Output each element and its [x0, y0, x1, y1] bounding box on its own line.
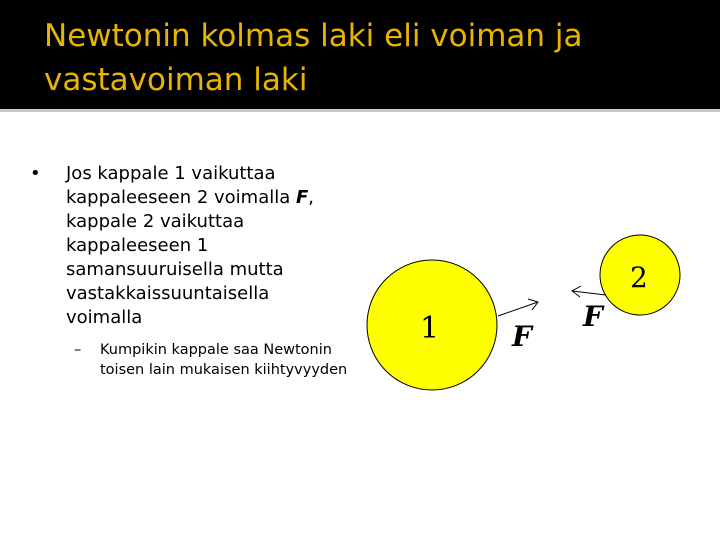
bullet-marker: • [30, 163, 41, 184]
body-2-label: 2 [630, 261, 648, 294]
force-diagram [360, 230, 700, 410]
force-2-label: F [583, 300, 603, 333]
force-arrow-1 [498, 299, 538, 316]
slide-title: Newtonin kolmas laki eli voiman ja vastavoiman laki [44, 18, 583, 98]
sub-bullet-item [30, 340, 350, 380]
sub-bullet-marker: – [74, 342, 82, 358]
body-1-label: 1 [420, 311, 440, 346]
force-1-label: F [512, 320, 532, 353]
bullet-item [30, 162, 350, 330]
title-bar [0, 0, 720, 112]
force-arrow-2 [572, 286, 606, 297]
slide-content [30, 162, 350, 380]
bullet-text-before: Jos kappale 1 vaikuttaa kappaleeseen 2 voimalla [66, 163, 296, 208]
bullet-text-after: , kappale 2 vaikuttaa kappaleeseen 1 samansuuruisella mutta vastakkaissuuntaisella voimalla [66, 187, 315, 328]
bullet-force-symbol: F [295, 187, 309, 208]
sub-bullet-text: Kumpikin kappale saa Newtonin toisen lain mukaisen kiihtyvyyden [100, 342, 348, 378]
